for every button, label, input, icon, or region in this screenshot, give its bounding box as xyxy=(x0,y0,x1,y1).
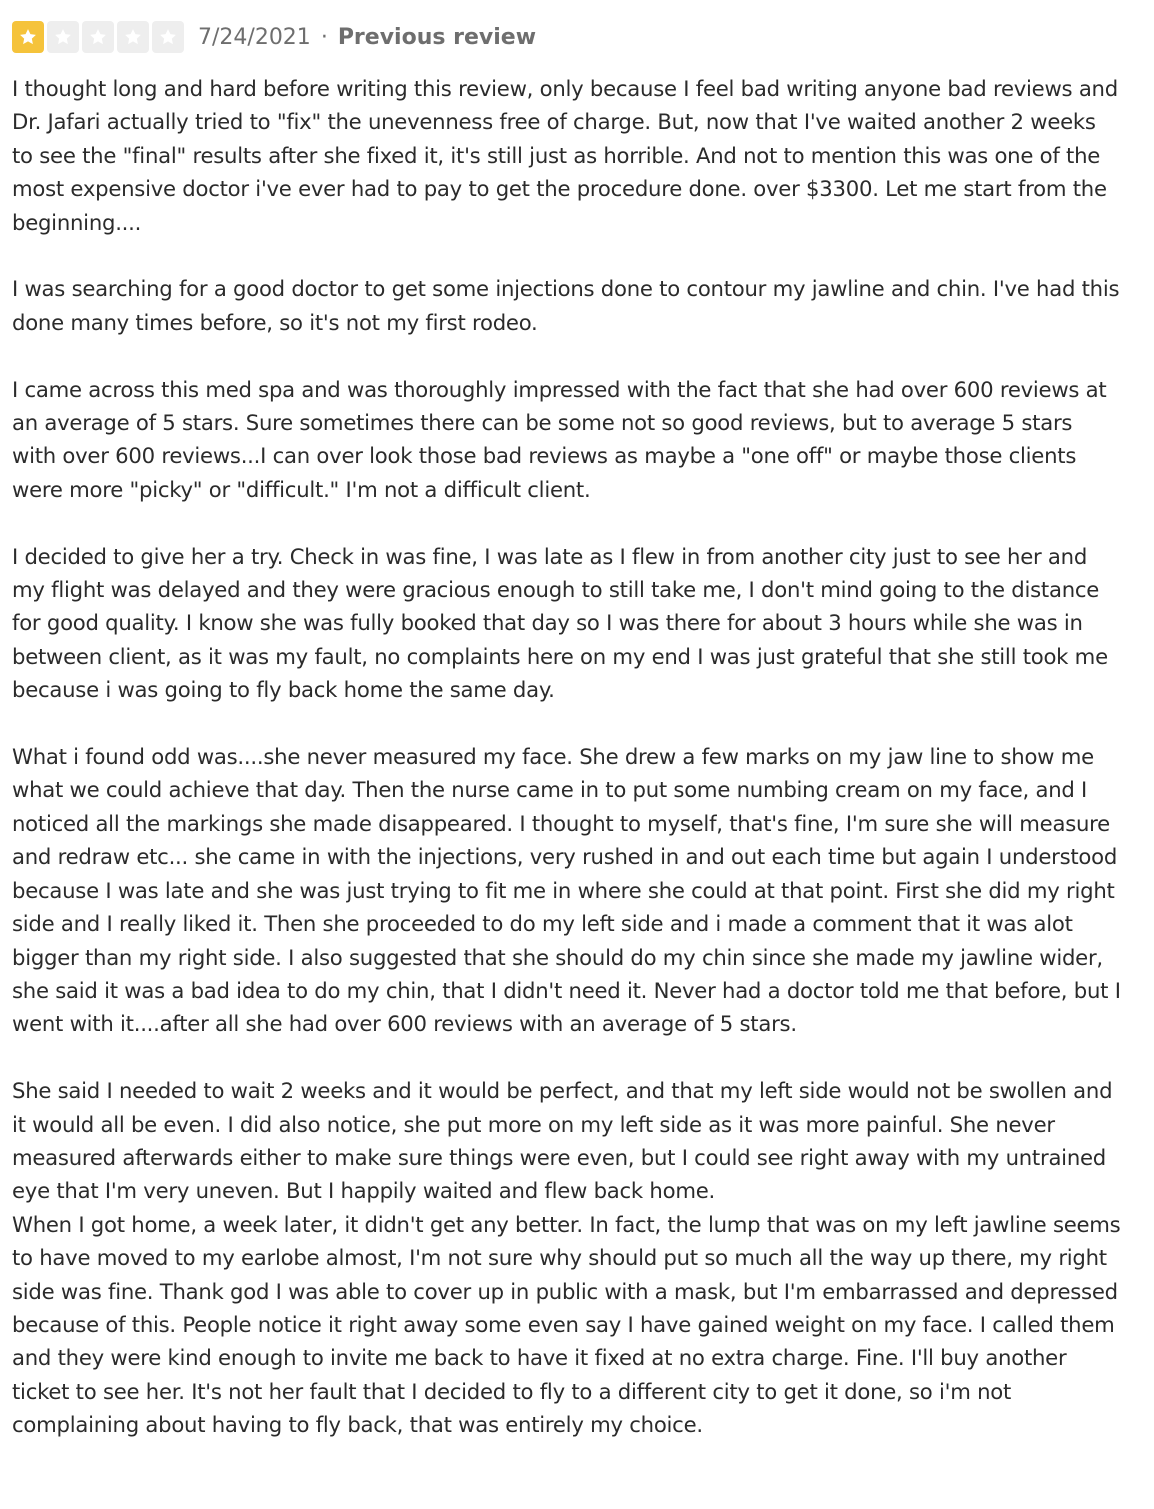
review-paragraph: I decided to give her a try. Check in was fine, I was late as I flew in from another city just to see her and my flight was delayed and they were gracious enough to still take me, I don't mind going to the distance for good quality. I know she was fully booked that day so I was there for about 3 hours while she was in between client, as it was my fault, no complaints here on my end I was just grateful that she still took me because i was going to fly back home the same day. xyxy=(12,543,1108,703)
star-4 xyxy=(117,21,149,53)
star-icon xyxy=(18,27,38,47)
star-3 xyxy=(82,21,114,53)
star-icon xyxy=(53,27,73,47)
star-icon xyxy=(158,27,178,47)
star-1 xyxy=(12,21,44,53)
previous-review-link[interactable]: Previous review xyxy=(337,24,537,50)
review-paragraph: I thought long and hard before writing this review, only because I feel bad writing anyone bad reviews and Dr. Jafari actually tried to "fix" the unevenness free of charge. But, now that I've waited another 2 weeks to see the "final" results after she fixed it, it's still just as horrible. And not to mention this was one of the most expensive doctor i've ever had to pay to get the procedure done. over $3300. Let me start from the beginning.... xyxy=(12,76,1118,235)
review-card xyxy=(12,20,1122,1442)
review-paragraph: I came across this med spa and was thoroughly impressed with the fact that she had over 600 reviews at an average of 5 stars. Sure sometimes there can be some not so good reviews, but to average 5 stars with over 600 reviews...I can over look those bad reviews as maybe a "one off" or maybe those clients were more "picky" or "difficult." I'm not a difficult client. xyxy=(12,376,1107,502)
star-icon xyxy=(123,27,143,47)
star-2 xyxy=(47,21,79,53)
review-date: 7/24/2021 xyxy=(198,24,311,50)
review-paragraph: When I got home, a week later, it didn't get any better. In fact, the lump that was on my left jawline seems to have moved to my earlobe almost, I'm not sure why should put so much all the way up there, my right side was fine. Thank god I was able to cover up in public with a mask, but I'm embarrassed and depressed because of this. People notice it right away some even say I have gained weight on my face. I called them and they were kind enough to invite me back to have it fixed at no extra charge. Fine. I'll buy another ticket to see her. It's not her fault that I decided to fly to a different city to get it done, so i'm not complaining about having to fly back, that was entirely my choice. xyxy=(12,1211,1121,1438)
review-text xyxy=(12,72,1122,1442)
review-paragraph: What i found odd was....she never measured my face. She drew a few marks on my jaw line to show me what we could achieve that day. Then the nurse came in to put some numbing cream on my face, and I noticed all the markings she made disappeared. I thought to myself, that's fine, I'm sure she will measure and redraw etc... she came in with the injections, very rushed in and out each time but again I understood because I was late and she was just trying to fit me in where she could at that point. First she did my right side and I really liked it. Then she proceeded to do my left side and i made a comment that it was alot bigger than my right side. I also suggested that she should do my chin since she made my jawline wider, she said it was a bad idea to do my chin, that I didn't need it. Never had a doctor told me that before, but I went with it....after all she had over 600 reviews with an average of 5 stars. xyxy=(12,744,1121,1037)
review-paragraph: I was searching for a good doctor to get some injections done to contour my jawline and chin. I've had this done many times before, so it's not my first rodeo. xyxy=(12,276,1120,335)
star-5 xyxy=(152,21,184,53)
star-rating xyxy=(12,21,184,53)
separator-dot: · xyxy=(320,24,328,50)
review-header xyxy=(12,20,1122,54)
star-icon xyxy=(88,27,108,47)
review-paragraph: She said I needed to wait 2 weeks and it would be perfect, and that my left side would not be swollen and it would all be even. I did also notice, she put more on my left side as it was more painful. She never measured afterwards either to make sure things were even, but I could see right away with my untrained eye that I'm very uneven. But I happily waited and flew back home. xyxy=(12,1078,1113,1204)
